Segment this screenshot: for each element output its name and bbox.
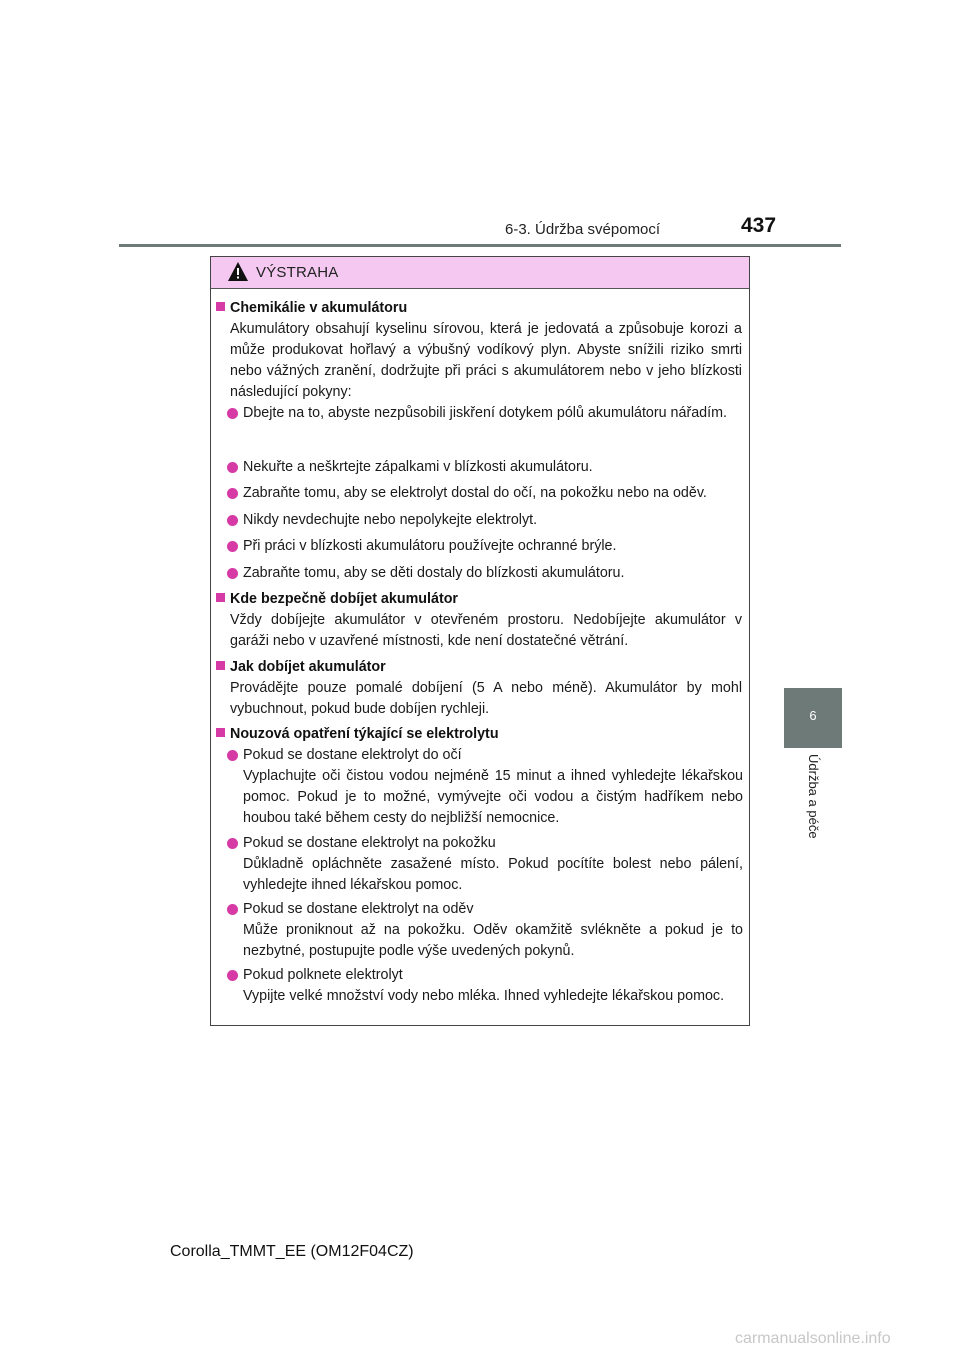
chapter-tab-label: Údržba a péče: [806, 754, 821, 839]
section-paragraph: Provádějte pouze pomalé dobíjení (5 A nebo méně). Akumulátor by mohl vybuchnout, pokud bude dobíjen rychleji.: [230, 680, 742, 717]
section-title: Jak dobíjet akumulátor: [216, 657, 386, 678]
bullet-item: [227, 833, 743, 896]
bullet-dot-icon: [227, 970, 238, 981]
bullet-dot-icon: [227, 568, 238, 579]
bullet-item: [227, 745, 743, 829]
bullet-item: [227, 899, 743, 962]
bullet-dot-icon: [227, 904, 238, 915]
warning-header: [211, 257, 749, 289]
bullet-dot-icon: [227, 838, 238, 849]
bullet-heading: Pokud se dostane elektrolyt na oděv: [243, 901, 474, 917]
warning-title: VÝSTRAHA: [256, 264, 339, 281]
bullet-text: Vypijte velké množství vody nebo mléka. Ihned vyhledejte lékařskou pomoc.: [243, 988, 725, 1004]
bullet-item: Zabraňte tomu, aby se elektrolyt dostal do očí, na pokožku nebo na oděv.: [227, 483, 743, 504]
bullet-item: Dbejte na to, abyste nezpůsobili jiskření dotykem pólů akumulátoru nářadím.: [227, 403, 743, 424]
bullet-heading: Pokud se dostane elektrolyt na pokožku: [243, 835, 496, 851]
bullet-item: Při práci v blízkosti akumulátoru používejte ochranné brýle.: [227, 536, 743, 557]
bullet-dot-icon: [227, 408, 238, 419]
bullet-dot-icon: [227, 515, 238, 526]
header-section-title: 6-3. Údržba svépomocí: [505, 221, 661, 238]
bullet-dot-icon: [227, 488, 238, 499]
bullet-text: Důkladně opláchněte zasažené místo. Pokud pocítíte bolest nebo pálení, vyhledejte ihned lékařskou pomoc.: [243, 856, 743, 893]
bullet-item: Nikdy nevdechujte nebo nepolykejte elektrolyt.: [227, 510, 743, 531]
bullet-dot-icon: [227, 541, 238, 552]
bullet-item: Nekuřte a neškrtejte zápalkami v blízkosti akumulátoru.: [227, 457, 743, 478]
section-square-icon: [216, 302, 225, 311]
section-title: Kde bezpečně dobíjet akumulátor: [216, 589, 458, 610]
section-title: Chemikálie v akumulátoru: [216, 298, 407, 319]
bullet-heading: Pokud se dostane elektrolyt do očí: [243, 747, 462, 763]
bullet-dot-icon: [227, 750, 238, 761]
bullet-heading: Pokud polknete elektrolyt: [243, 967, 403, 983]
header-rule: [119, 244, 841, 247]
watermark: carmanualsonline.info: [735, 1330, 891, 1347]
bullet-item: Zabraňte tomu, aby se děti dostaly do blízkosti akumulátoru.: [227, 563, 743, 584]
section-square-icon: [216, 728, 225, 737]
bullet-item: [227, 965, 743, 1007]
bullet-text: Může proniknout až na pokožku. Oděv okamžitě svlékněte a pokud je to nezbytné, postupujte podle výše uvedených pokynů.: [243, 922, 743, 959]
warning-body: [211, 289, 749, 1025]
warning-triangle-icon: [227, 261, 249, 283]
page-number: 437: [741, 214, 777, 237]
chapter-tab[interactable]: [784, 688, 842, 748]
section-square-icon: [216, 593, 225, 602]
footer-document-id: Corolla_TMMT_EE (OM12F04CZ): [170, 1243, 414, 1260]
chapter-tab-number: 6: [809, 708, 817, 723]
warning-box: [210, 256, 750, 1026]
section-square-icon: [216, 661, 225, 670]
bullet-text: Vyplachujte oči čistou vodou nejméně 15 minut a ihned vyhledejte lékařskou pomoc. Pokud je to možné, vymývejte oči vodou a čistým hadříkem nebo houbou také během cesty do nejbližší nemocnice.: [243, 768, 743, 826]
section-title: Nouzová opatření týkající se elektrolytu: [216, 724, 499, 745]
bullet-dot-icon: [227, 462, 238, 473]
section-paragraph: Vždy dobíjejte akumulátor v otevřeném prostoru. Nedobíjejte akumulátor v garáži nebo v uzavřené místnosti, kde není dostatečné větrání.: [230, 612, 742, 649]
section-paragraph: Akumulátory obsahují kyselinu sírovou, která je jedovatá a způsobuje korozi a může produkovat hořlavý a výbušný vodíkový plyn. Abyste snížili riziko smrti nebo vážných zranění, dodržujte při práci s akumulátorem nebo v jeho blízkosti následující pokyny:: [230, 321, 742, 400]
